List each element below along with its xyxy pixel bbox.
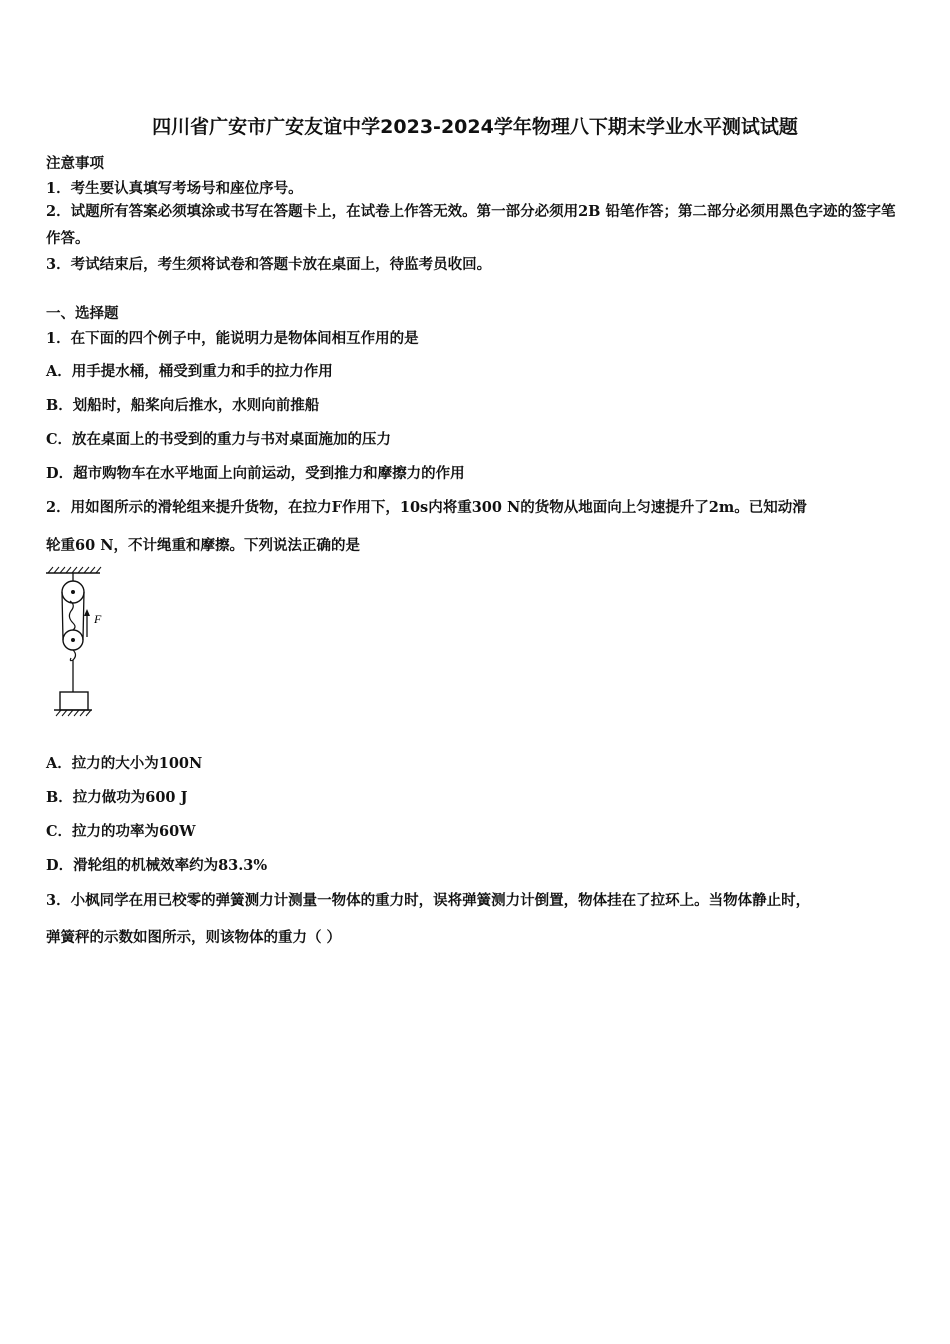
notice-heading: 注意事项 [46,155,104,172]
notice-item: 1．考生要认真填写考场号和座位序号。 [46,180,303,197]
question-1-option-b: B．划船时，船桨向后推水，水则向前推船 [46,397,320,414]
question-2-stem-cont: 轮重60 N，不计绳重和摩擦。下列说法正确的是 [46,537,360,554]
notice-item: 2．试题所有答案必须填涂或书写在答题卡上，在试卷上作答无效。第一部分必须用2B 铅笔作答；第二部分必须用黑色字迹的签字笔作答。 [46,203,896,247]
force-label: F [94,612,102,626]
question-3-stem-cont: 弹簧秤的示数如图所示，则该物体的重力（ ） [46,929,342,946]
page-title: 四川省广安市广安友谊中学2023-2024学年物理八下期末学业水平测试试题 [152,116,798,138]
section-heading: 一、选择题 [46,305,119,322]
notice-item: 3．考试结束后，考生须将试卷和答题卡放在桌面上，待监考员收回。 [46,256,492,273]
question-2-stem: 2．用如图所示的滑轮组来提升货物，在拉力F作用下，10s内将重300 N的货物从地面向上匀速提升了2m。已知动滑 [46,499,807,516]
question-1-option-a: A．用手提水桶，桶受到重力和手的拉力作用 [46,363,333,380]
pulley-diagram [40,565,120,717]
question-2-option-a: A．拉力的大小为100N [46,755,203,772]
question-2-option-b: B．拉力做功为600 J [46,789,188,806]
question-2-option-d: D．滑轮组的机械效率约为83.3% [46,857,268,874]
question-2-option-c: C．拉力的功率为60W [46,823,196,840]
question-1-stem: 1．在下面的四个例子中，能说明力是物体间相互作用的是 [46,330,419,347]
question-1-option-c: C．放在桌面上的书受到的重力与书对桌面施加的压力 [46,431,392,448]
question-3-stem: 3．小枫同学在用已校零的弹簧测力计测量一物体的重力时，误将弹簧测力计倒置，物体挂在了拉环上。当物体静止时， [46,892,811,909]
question-1-option-d: D．超市购物车在水平地面上向前运动，受到推力和摩擦力的作用 [46,465,465,482]
